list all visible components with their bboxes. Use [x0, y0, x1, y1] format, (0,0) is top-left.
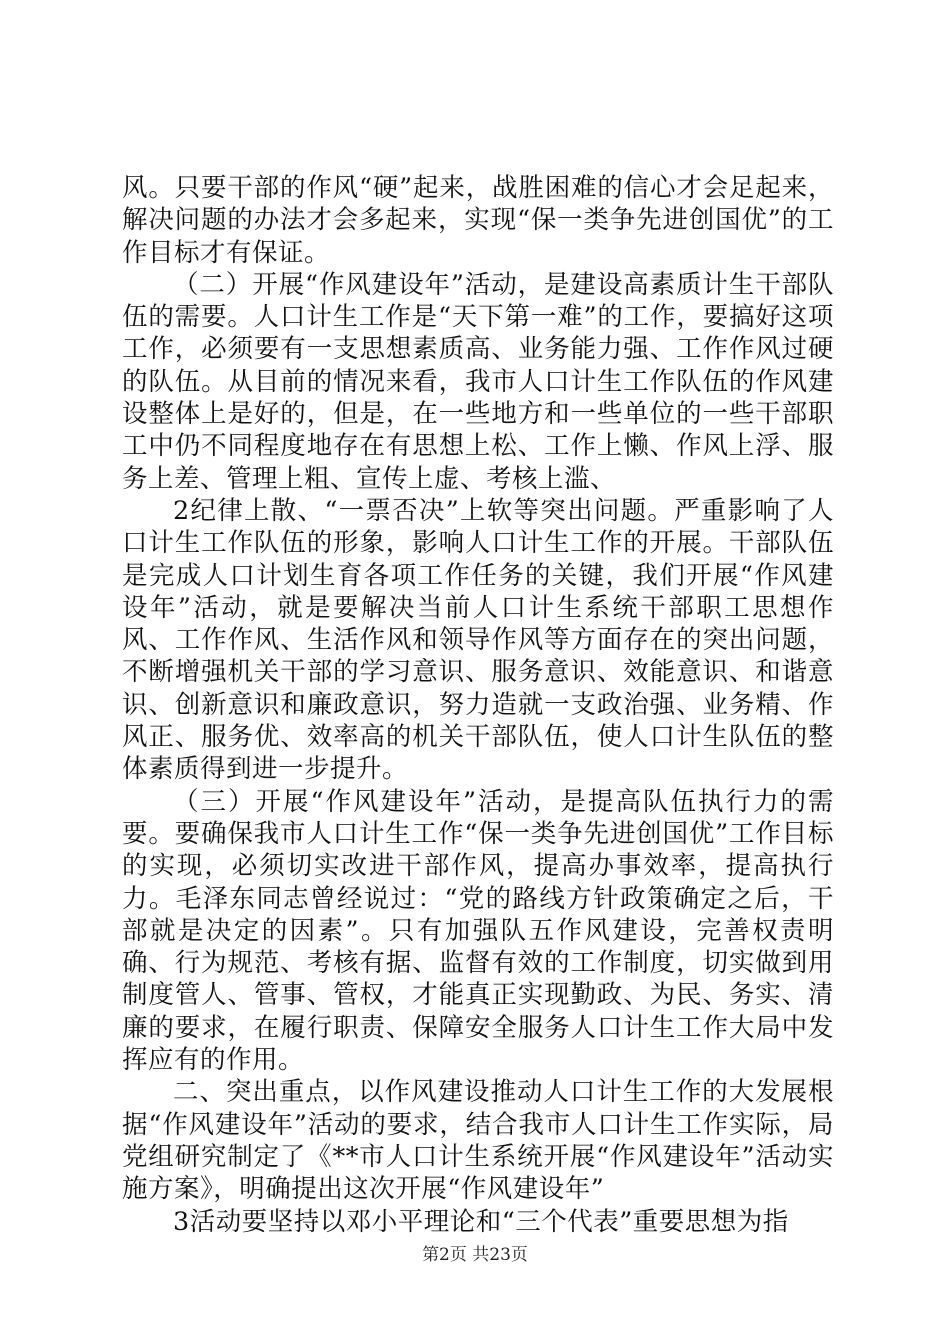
- paragraph-key-points: 二、突出重点，以作风建设推动人口计生工作的大发展根据“作风建设年”活动的要求，结合我市人口计生工作实际，局党组研究制定了《**市人口计生系统开展“作风建设年”活动实施方案》，明确提出这次开展“作风建设年”: [122, 1077, 834, 1205]
- page-footer: 第2页 共23页: [422, 1245, 528, 1265]
- document-body: [122, 172, 834, 1238]
- paragraph-discipline: 2纪律上散、“一票否决”上软等突出问题。严重影响了人口计生工作队伍的形象，影响人口计生工作的开展。干部队伍是完成人口计划生育各项工作任务的关键，我们开展“作风建设年”活动，就是要解决当前人口计生系统干部职工思想作风、工作作风、生活作风和领导作风等方面存在的突出问题，不断增强机关干部的学习意识、服务意识、效能意识、和谐意识、创新意识和廉政意识，努力造就一支政治强、业务精、作风正、服务优、效率高的机关干部队伍，使人口计生队伍的整体素质得到进一步提升。: [122, 495, 834, 785]
- paragraph-section-two: （二）开展“作风建设年”活动，是建设高素质计生干部队伍的需要。人口计生工作是“天下第一难”的工作，要搞好这项工作，必须要有一支思想素质高、业务能力强、工作作风过硬的队伍。从目前的情况来看，我市人口计生工作队伍的作风建设整体上是好的，但是，在一些地方和一些单位的一些干部职工中仍不同程度地存在有思想上松、工作上懒、作风上浮、服务上差、管理上粗、宣传上虚、考核上滥、: [122, 269, 834, 494]
- paragraph-activity: 3活动要坚持以邓小平理论和“三个代表”重要思想为指: [173, 1206, 789, 1237]
- paragraph-section-three: （三）开展“作风建设年”活动，是提高队伍执行力的需要。要确保我市人口计生工作“保一类争先进创国优”工作目标的实现，必须切实改进干部作风，提高办事效率，提高执行力。毛泽东同志曾经说过：“党的路线方针政策确定之后，干部就是决定的因素”。只有加强队五作风建设，完善权责明确、行为规范、考核有据、监督有效的工作制度，切实做到用制度管人、管事、管权，才能真正实现勤政、为民、务实、清廉的要求，在履行职责、保障安全服务人口计生工作大局中发挥应有的作用。: [122, 786, 834, 1076]
- paragraph-continuation: 风。只要干部的作风“硬”起来，战胜困难的信心才会足起来，解决问题的办法才会多起来，实现“保一类争先进创国优”的工作目标才有保证。: [122, 173, 834, 268]
